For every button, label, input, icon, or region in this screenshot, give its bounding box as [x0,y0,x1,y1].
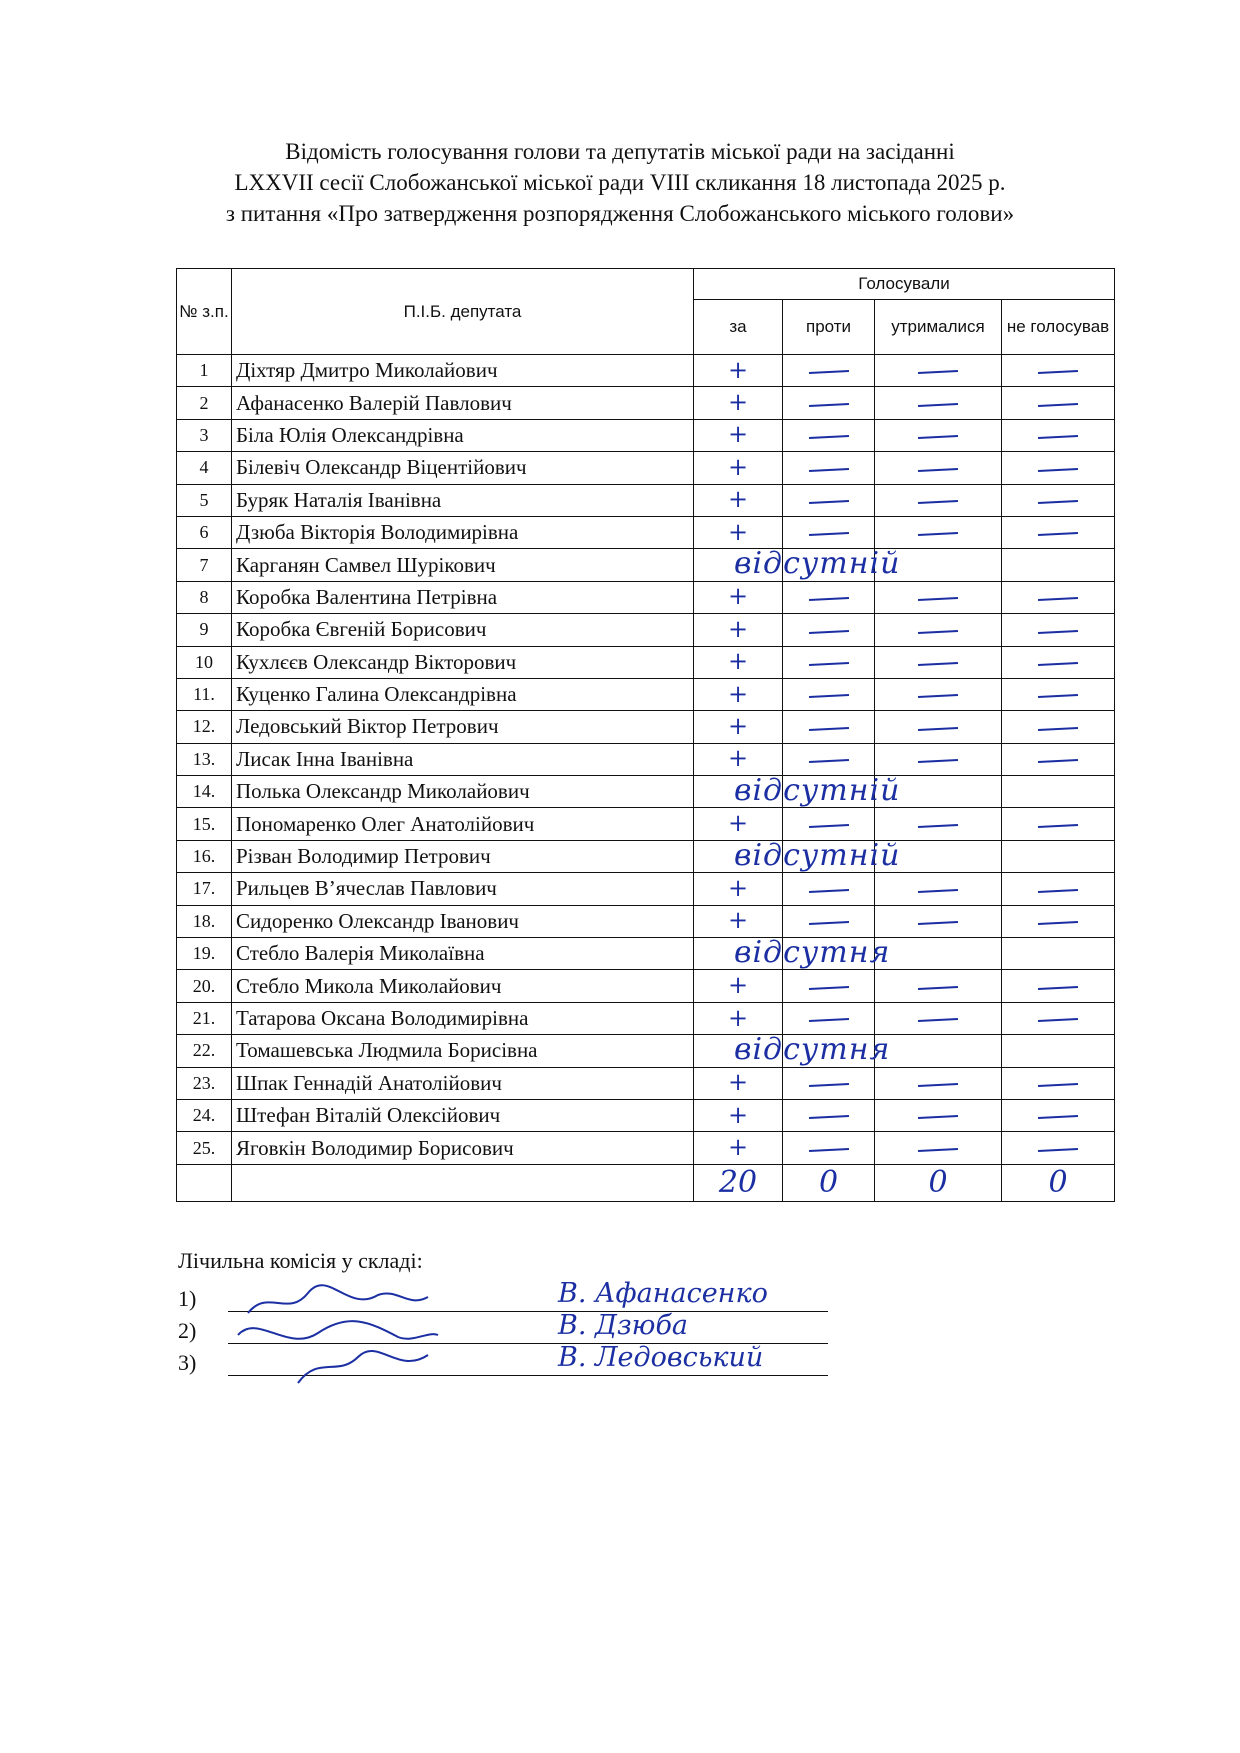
vote-for-mark: + [727,906,749,935]
vote-abstained-cell [875,549,1002,581]
row-number: 2 [177,387,232,419]
vote-not-voted-cell [1002,581,1115,613]
dash-mark [1038,500,1078,504]
dash-mark [808,986,848,990]
dash-mark [1038,629,1078,633]
vote-abstained-cell [875,387,1002,419]
vote-not-voted-cell [1002,873,1115,905]
dash-mark [808,824,848,828]
table-row [177,1035,1115,1067]
row-number: 17. [177,873,232,905]
vote-for-cell [694,808,783,840]
vote-not-voted-cell [1002,516,1115,548]
vote-not-voted-cell [1002,484,1115,516]
vote-not-voted-cell [1002,355,1115,387]
header-num: № з.п. [177,269,232,355]
row-number: 3 [177,419,232,451]
table-row [177,516,1115,548]
table-row [177,1099,1115,1131]
voting-table [176,268,1115,1202]
vote-abstained-cell [875,808,1002,840]
signature-line [228,1342,828,1376]
vote-abstained-cell [875,1035,1002,1067]
vote-abstained-cell [875,419,1002,451]
header-abstained: утрималися [875,300,1002,355]
vote-abstained-cell [875,1099,1002,1131]
row-number: 21. [177,1002,232,1034]
deputy-name: Куценко Галина Олександрівна [232,678,694,710]
vote-not-voted-cell [1002,711,1115,743]
table-row [177,355,1115,387]
vote-for-mark: + [727,809,749,838]
row-number: 23. [177,1067,232,1099]
table-row [177,484,1115,516]
vote-against-cell [783,452,875,484]
vote-not-voted-cell [1002,419,1115,451]
dash-mark [808,1148,848,1152]
row-number: 18. [177,905,232,937]
vote-for-mark: + [727,873,749,902]
vote-for-cell [694,1099,783,1131]
vote-abstained-cell [875,840,1002,872]
dash-mark [808,727,848,731]
dash-mark [918,403,958,407]
vote-abstained-cell [875,873,1002,905]
vote-for-mark: + [727,614,749,643]
table-row [177,743,1115,775]
counting-commission [178,1248,828,1376]
header-not-voted: не голосував [1002,300,1115,355]
row-number: 14. [177,776,232,808]
row-number: 1 [177,355,232,387]
commission-title: Лічильна комісія у складі: [178,1248,423,1273]
member-num: 2) [178,1318,197,1343]
header-name: П.І.Б. депутата [232,269,694,355]
vote-against-cell [783,840,875,872]
header-against: проти [783,300,875,355]
commission-member [178,1312,828,1344]
vote-abstained-cell [875,646,1002,678]
row-number: 5 [177,484,232,516]
dash-mark [1038,468,1078,472]
dash-mark [1038,370,1078,374]
deputy-name: Штефан Віталій Олексійович [232,1099,694,1131]
vote-for-cell [694,678,783,710]
vote-against-cell [783,938,875,970]
vote-not-voted-cell [1002,970,1115,1002]
signature-line [228,1310,828,1344]
table-row [177,419,1115,451]
table-row [177,678,1115,710]
dash-mark [1038,403,1078,407]
dash-mark [1038,759,1078,763]
vote-abstained-cell [875,1132,1002,1164]
vote-for-cell [694,452,783,484]
dash-mark [808,1018,848,1022]
vote-abstained-cell [875,581,1002,613]
vote-for-cell [694,1067,783,1099]
dash-mark [1038,1018,1078,1022]
dash-mark [1038,1148,1078,1152]
vote-for-cell [694,646,783,678]
vote-against-cell [783,970,875,1002]
vote-not-voted-cell [1002,387,1115,419]
vote-for-cell [694,419,783,451]
vote-abstained-cell [875,1067,1002,1099]
vote-not-voted-cell [1002,776,1115,808]
dash-mark [808,921,848,925]
vote-for-mark: + [727,517,749,546]
vote-against-cell [783,1132,875,1164]
row-number: 16. [177,840,232,872]
vote-against-cell [783,484,875,516]
dash-mark [918,370,958,374]
vote-abstained-cell [875,970,1002,1002]
row-number: 6 [177,516,232,548]
row-number: 9 [177,614,232,646]
vote-for-cell [694,1032,891,1068]
dash-mark [918,1018,958,1022]
vote-for-cell [694,935,891,971]
dash-mark [1038,986,1078,990]
commission-member [178,1344,828,1376]
vote-abstained-cell [875,484,1002,516]
deputy-name: Шпак Геннадій Анатолійович [232,1067,694,1099]
table-row [177,840,1115,872]
dash-mark [918,759,958,763]
table-row [177,776,1115,808]
deputy-name: Біла Юлія Олександрівна [232,419,694,451]
vote-for-cell [694,743,783,775]
vote-abstained-cell [875,614,1002,646]
vote-for-mark: + [727,1068,749,1097]
vote-for-mark: + [727,1133,749,1162]
vote-not-voted-cell [1002,549,1115,581]
vote-not-voted-cell [1002,840,1115,872]
row-number: 11. [177,678,232,710]
dash-mark [808,1115,848,1119]
vote-for-mark: + [727,355,749,384]
vote-for-cell [694,1002,783,1034]
vote-against-cell [783,1099,875,1131]
deputy-name: Коробка Валентина Петрівна [232,581,694,613]
signature-line [228,1278,828,1312]
deputy-name: Коробка Євгеній Борисович [232,614,694,646]
deputy-name: Татарова Оксана Володимирівна [232,1002,694,1034]
vote-for-mark: + [727,420,749,449]
dash-mark [808,532,848,536]
vote-against-cell [783,614,875,646]
vote-abstained-cell [875,452,1002,484]
member-name: В. Афанасенко [558,1278,768,1309]
vote-for-cell [694,581,783,613]
dash-mark [918,597,958,601]
deputy-name: Стебло Валерія Миколаївна [232,938,694,970]
deputy-name: Лисак Інна Іванівна [232,743,694,775]
table-body [177,355,1115,1165]
dash-mark [808,370,848,374]
dash-mark [918,629,958,633]
vote-abstained-cell [875,1002,1002,1034]
title-line: LXXVII сесії Слобожанської міської ради VIII скликання 18 листопада 2025 р. [234,170,1006,195]
signature-image [228,1347,468,1387]
totals-num-cell [177,1164,232,1201]
header-voted: Голосували [694,269,1115,300]
vote-against-cell [783,387,875,419]
vote-abstained-cell [875,355,1002,387]
dash-mark [918,921,958,925]
deputy-name: Рильцев В’ячеслав Павлович [232,873,694,905]
dash-mark [808,629,848,633]
vote-for-cell [694,970,783,1002]
vote-not-voted-cell [1002,646,1115,678]
absent-note: відсутня [734,935,891,971]
dash-mark [808,694,848,698]
table-row [177,581,1115,613]
table-row [177,646,1115,678]
deputy-name: Полька Олександр Миколайович [232,776,694,808]
title-line: з питання «Про затвердження розпорядження Слобожанського міського голови» [225,201,1015,226]
vote-for-cell [694,387,783,419]
dash-mark [918,532,958,536]
dash-mark [808,468,848,472]
dash-mark [1038,727,1078,731]
vote-for-cell [694,837,901,873]
dash-mark [918,694,958,698]
deputy-name: Діхтяр Дмитро Миколайович [232,355,694,387]
deputy-name: Пономаренко Олег Анатолійович [232,808,694,840]
dash-mark [1038,921,1078,925]
dash-mark [918,662,958,666]
deputy-name: Кухлєєв Олександр Вікторович [232,646,694,678]
table-row [177,808,1115,840]
absent-note: відсутній [734,837,901,873]
vote-against-cell [783,549,875,581]
absent-note: відсутній [734,546,901,582]
vote-not-voted-cell [1002,1099,1115,1131]
vote-abstained-cell [875,678,1002,710]
deputy-name: Афанасенко Валерій Павлович [232,387,694,419]
vote-against-cell [783,581,875,613]
vote-not-voted-cell [1002,1067,1115,1099]
vote-abstained-cell [875,938,1002,970]
member-num: 3) [178,1350,197,1375]
table-row [177,873,1115,905]
row-number: 22. [177,1035,232,1067]
dash-mark [1038,532,1078,536]
total-for: 20 [694,1164,783,1201]
row-number: 7 [177,549,232,581]
table-row [177,452,1115,484]
vote-for-cell [694,873,783,905]
deputy-name: Різван Володимир Петрович [232,840,694,872]
total-not-voted: 0 [1002,1164,1115,1201]
vote-for-cell [694,484,783,516]
deputy-name: Карганян Самвел Шурікович [232,549,694,581]
dash-mark [1038,889,1078,893]
table-row [177,387,1115,419]
vote-for-cell [694,1132,783,1164]
dash-mark [808,597,848,601]
dash-mark [918,1148,958,1152]
totals-row [177,1164,1115,1201]
dash-mark [1038,662,1078,666]
deputy-name: Білевіч Олександр Віцентійович [232,452,694,484]
vote-against-cell [783,516,875,548]
vote-abstained-cell [875,743,1002,775]
total-against: 0 [783,1164,875,1201]
table-row [177,549,1115,581]
absent-note: відсутній [734,773,901,809]
deputy-name: Яговкін Володимир Борисович [232,1132,694,1164]
vote-against-cell [783,1002,875,1034]
vote-not-voted-cell [1002,614,1115,646]
vote-against-cell [783,419,875,451]
vote-for-cell [694,773,901,809]
table-row [177,1132,1115,1164]
dash-mark [808,435,848,439]
vote-against-cell [783,711,875,743]
vote-for-mark: + [727,485,749,514]
dash-mark [918,986,958,990]
table-row [177,938,1115,970]
vote-against-cell [783,743,875,775]
deputy-name: Ледовський Віктор Петрович [232,711,694,743]
vote-against-cell [783,1067,875,1099]
vote-abstained-cell [875,905,1002,937]
table-row [177,905,1115,937]
row-number: 20. [177,970,232,1002]
vote-for-mark: + [727,679,749,708]
title-line: Відомість голосування голови та депутатів міської ради на засіданні [285,139,955,164]
dash-mark [918,1083,958,1087]
dash-mark [1038,694,1078,698]
dash-mark [918,500,958,504]
vote-not-voted-cell [1002,452,1115,484]
dash-mark [918,824,958,828]
vote-not-voted-cell [1002,743,1115,775]
dash-mark [918,435,958,439]
member-num: 1) [178,1286,197,1311]
dash-mark [1038,1083,1078,1087]
vote-for-mark: + [727,452,749,481]
vote-for-mark: + [727,1003,749,1032]
document-title [140,136,1100,229]
vote-against-cell [783,1035,875,1067]
table-row [177,970,1115,1002]
dash-mark [918,727,958,731]
vote-against-cell [783,646,875,678]
vote-against-cell [783,678,875,710]
row-number: 12. [177,711,232,743]
deputy-name: Дзюба Вікторія Володимирівна [232,516,694,548]
dash-mark [1038,1115,1078,1119]
totals-name-cell [232,1164,694,1201]
vote-against-cell [783,808,875,840]
dash-mark [808,500,848,504]
vote-for-mark: + [727,582,749,611]
vote-for-mark: + [727,388,749,417]
dash-mark [808,889,848,893]
dash-mark [808,662,848,666]
row-number: 8 [177,581,232,613]
table-row [177,711,1115,743]
absent-note: відсутня [734,1032,891,1068]
vote-against-cell [783,873,875,905]
vote-for-mark: + [727,711,749,740]
row-number: 10 [177,646,232,678]
deputy-name: Сидоренко Олександр Іванович [232,905,694,937]
row-number: 4 [177,452,232,484]
dash-mark [808,1083,848,1087]
vote-for-cell [694,614,783,646]
dash-mark [1038,597,1078,601]
member-name: В. Ледовський [558,1342,764,1373]
vote-not-voted-cell [1002,1132,1115,1164]
vote-not-voted-cell [1002,905,1115,937]
vote-against-cell [783,905,875,937]
vote-for-cell [694,355,783,387]
vote-not-voted-cell [1002,808,1115,840]
vote-not-voted-cell [1002,678,1115,710]
vote-against-cell [783,355,875,387]
member-name: В. Дзюба [558,1310,689,1341]
dash-mark [808,403,848,407]
vote-for-cell [694,546,901,582]
dash-mark [918,889,958,893]
dash-mark [808,759,848,763]
table-row [177,1067,1115,1099]
table-row [177,1002,1115,1034]
vote-for-mark: + [727,744,749,773]
row-number: 25. [177,1132,232,1164]
row-number: 19. [177,938,232,970]
header-for: за [694,300,783,355]
vote-not-voted-cell [1002,938,1115,970]
deputy-name: Томашевська Людмила Борисівна [232,1035,694,1067]
vote-abstained-cell [875,776,1002,808]
row-number: 15. [177,808,232,840]
dash-mark [1038,824,1078,828]
vote-for-mark: + [727,1100,749,1129]
vote-abstained-cell [875,516,1002,548]
dash-mark [918,1115,958,1119]
deputy-name: Буряк Наталія Іванівна [232,484,694,516]
vote-for-cell [694,711,783,743]
vote-for-mark: + [727,971,749,1000]
vote-for-cell [694,905,783,937]
vote-for-mark: + [727,647,749,676]
vote-not-voted-cell [1002,1035,1115,1067]
dash-mark [1038,435,1078,439]
commission-member [178,1280,828,1312]
dash-mark [918,468,958,472]
deputy-name: Стебло Микола Миколайович [232,970,694,1002]
table-row [177,614,1115,646]
vote-abstained-cell [875,711,1002,743]
row-number: 24. [177,1099,232,1131]
row-number: 13. [177,743,232,775]
vote-for-cell [694,516,783,548]
total-abstained: 0 [875,1164,1002,1201]
vote-against-cell [783,776,875,808]
vote-not-voted-cell [1002,1002,1115,1034]
